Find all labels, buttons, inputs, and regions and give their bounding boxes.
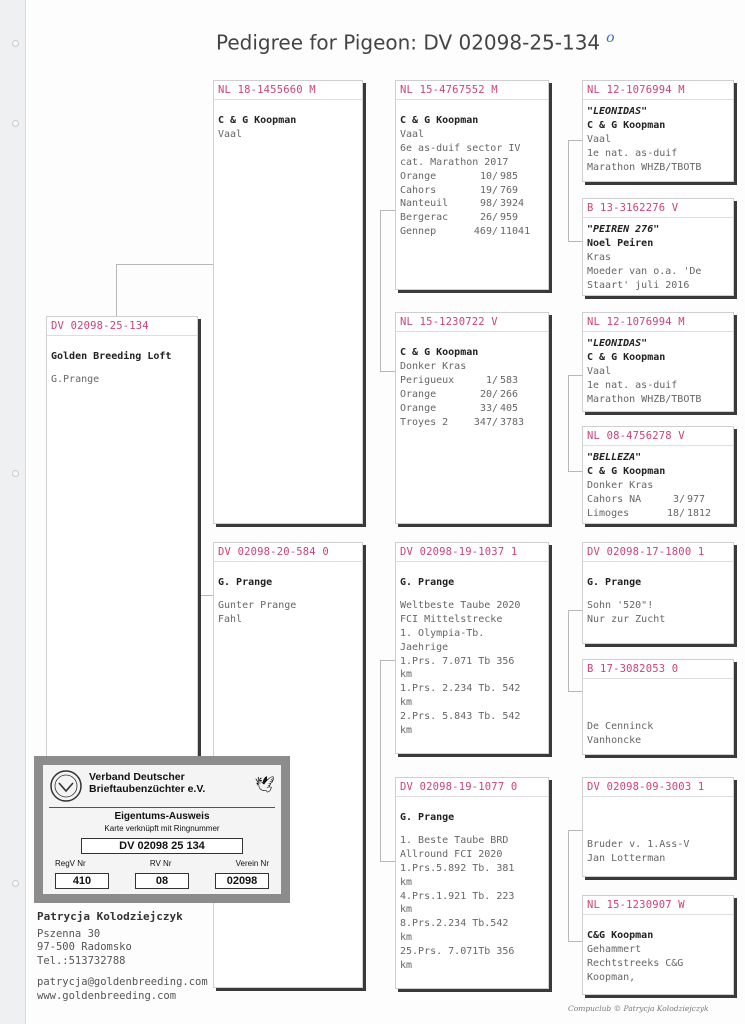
- connector: [116, 264, 215, 317]
- color: Kras: [587, 251, 612, 263]
- note: Rechtstreeks C&G: [587, 957, 684, 969]
- note: km: [400, 932, 413, 944]
- note: 1.Prs.5.892 Tb. 381: [400, 862, 515, 874]
- note: Sohn '520"!: [587, 599, 654, 611]
- address-line: Pszenna 30: [37, 927, 101, 940]
- subject-card: [46, 316, 198, 758]
- result-row: Cahors 19/ 769: [400, 184, 519, 196]
- note: 1e nat. as-duif: [587, 379, 678, 391]
- owner-name: C & G Koopman: [400, 115, 479, 126]
- color: Donker Kras: [587, 479, 654, 491]
- result-row: Gennep 469/ 11041: [400, 226, 531, 238]
- vdb-logo-icon: [49, 769, 83, 803]
- ring-number: NL 15-1230722 V: [396, 313, 548, 332]
- sss-card: [582, 80, 734, 182]
- note: 1e nat. as-duif: [587, 147, 678, 159]
- ring-number: NL 08-4756278 V: [583, 427, 733, 446]
- note: Nur zur Zucht: [587, 613, 666, 625]
- note: Moeder van o.a. 'De: [587, 265, 702, 277]
- note: Weltbeste Taube 2020: [400, 599, 521, 611]
- breeder-name: Gunter Prange: [218, 599, 297, 611]
- punch-hole: [12, 40, 19, 47]
- note: Vanhoncke: [587, 734, 642, 746]
- breeder-name: G.Prange: [51, 373, 100, 385]
- note: Jan Lotterman: [587, 852, 666, 864]
- result-row: Nanteuil 98/ 3924: [400, 198, 525, 210]
- dam-dam-card: [395, 777, 549, 989]
- ring-number: B 17-3082053 0: [583, 660, 733, 679]
- owner-name: Golden Breeding Loft: [51, 351, 172, 362]
- badge-org: Verband Deutscher Brieftaubenzüchter e.V.: [89, 771, 206, 795]
- pigeon-name: "PEIREN 276": [587, 224, 660, 235]
- owner-name: C & G Koopman: [400, 347, 479, 358]
- note: km: [400, 725, 413, 737]
- owner-name: C & G Koopman: [218, 115, 297, 126]
- owner-name: G. Prange: [218, 577, 273, 588]
- pigeon-name: "LEONIDAS": [587, 338, 648, 349]
- result-row: Orange 33/ 405: [400, 402, 519, 414]
- ownership-card: [34, 756, 290, 903]
- owner-name: G. Prange: [587, 577, 642, 588]
- owner-name: Noel Peiren: [587, 237, 654, 249]
- sire-sire-card: [395, 80, 549, 290]
- note: 1. Beste Taube BRD: [400, 834, 509, 846]
- address-line: 97-500 Radomsko: [37, 941, 132, 954]
- punch-hole: [12, 470, 19, 477]
- note: 4.Prs.1.921 Tb. 223: [400, 890, 515, 902]
- result-row: Troyes 2 347/ 3783: [400, 416, 525, 428]
- pigeon-name: "LEONIDAS": [587, 106, 648, 117]
- note: Marathon WHZB/TBOTB: [587, 393, 702, 405]
- color: Vaal: [400, 128, 425, 140]
- divider: [49, 807, 275, 808]
- owner-name: C & G Koopman: [587, 465, 666, 477]
- note: Jaehrige: [400, 641, 449, 653]
- ring-number: DV 02098-17-1800 1: [583, 543, 733, 562]
- sds-card: [582, 312, 734, 412]
- note: Staart' juli 2016: [587, 279, 690, 291]
- note: 2.Prs. 5.843 Tb. 542: [400, 711, 521, 723]
- note: De Cenninck: [587, 721, 654, 732]
- dss-card: [582, 542, 734, 644]
- note: Allround FCI 2020: [400, 848, 503, 860]
- sire-dam-card: [395, 312, 549, 524]
- connector: [568, 375, 583, 472]
- note: Gehammert: [587, 943, 642, 955]
- result-row: Bergerac 26/ 959: [400, 212, 519, 224]
- dam-sire-card: [395, 542, 549, 754]
- owner-name: C&G Koopman: [587, 930, 654, 941]
- note: 1.Prs. 2.234 Tb. 542: [400, 683, 521, 695]
- email-link[interactable]: patrycja@goldenbreeding.com: [37, 976, 208, 989]
- color: Vaal: [218, 128, 243, 140]
- badge-ring-number: DV 02098 25 134: [81, 838, 243, 854]
- sire-card: [213, 80, 363, 524]
- color: Fahl: [218, 613, 243, 625]
- phone: Tel.:513732788: [37, 954, 126, 967]
- badge-subtitle: Karte verknüpft mit Ringnummer: [104, 824, 220, 833]
- dsd-card: [582, 659, 734, 755]
- connector: [568, 610, 583, 692]
- footer-credit: Compuclub © Patrycja Kolodziejczyk: [568, 1004, 709, 1013]
- owner-name: C & G Koopman: [587, 119, 666, 131]
- owner-name: C & G Koopman: [587, 351, 666, 363]
- note: km: [400, 876, 413, 888]
- page-binding-edge: [0, 0, 26, 1024]
- ring-number: NL 15-4767552 M: [396, 81, 548, 100]
- owner-name: G. Prange: [400, 812, 455, 823]
- ring-number: DV 02098-19-1077 0: [396, 778, 548, 797]
- note: Koopman,: [587, 971, 636, 983]
- note: 8.Prs.2.234 Tb.542: [400, 918, 509, 930]
- ring-number: B 13-3162276 V: [583, 199, 733, 218]
- ring-number: DV 02098-20-584 0: [214, 543, 362, 562]
- note: Marathon WHZB/TBOTB: [587, 161, 702, 173]
- punch-hole: [12, 120, 19, 127]
- page-title: Pedigree for Pigeon: DV 02098-25-134 $^o$: [216, 30, 615, 55]
- note: 1. Olympia-Tb.: [400, 627, 485, 639]
- pigeon-icon: 🕊: [254, 777, 275, 794]
- owner-name: Patrycja Kolodziejczyk: [37, 910, 183, 923]
- ring-number: NL 15-1230907 W: [583, 896, 733, 915]
- color: Donker Kras: [400, 360, 467, 372]
- owner-name: G. Prange: [400, 577, 455, 588]
- connector: [568, 830, 583, 942]
- note: km: [400, 697, 413, 709]
- website-link[interactable]: www.goldenbreeding.com: [37, 989, 177, 1002]
- result-row: Perigueux 1/ 583: [400, 374, 519, 386]
- result-row: Limoges 18/ 1812: [587, 507, 712, 519]
- connector: [568, 140, 583, 242]
- color: Vaal: [587, 133, 612, 145]
- note: 25.Prs. 7.071Tb 356: [400, 946, 515, 958]
- ring-number: DV 02098-09-3003 1: [583, 778, 733, 797]
- note: km: [400, 904, 413, 916]
- color: Vaal: [587, 365, 612, 377]
- badge-values: 410 08 02098: [55, 873, 269, 889]
- note: Bruder v. 1.Ass-V: [587, 839, 690, 850]
- owner-address-block: [37, 910, 208, 1004]
- note: 6e as-duif sector IV: [400, 142, 521, 154]
- dds-card: [582, 777, 734, 877]
- ssd-card: [582, 198, 734, 296]
- result-row: Orange 20/ 266: [400, 388, 519, 400]
- pigeon-name: "BELLEZA": [587, 452, 642, 463]
- result-row: Cahors NA 3/ 977: [587, 493, 706, 505]
- note: km: [400, 669, 413, 681]
- note: km: [400, 960, 413, 972]
- ring-number: NL 18-1455660 M: [214, 81, 362, 100]
- badge-labels: RegV Nr RV Nr Verein Nr: [55, 859, 269, 868]
- result-row: Orange 10/ 985: [400, 170, 519, 182]
- badge-title: Eigentums-Ausweis: [114, 811, 210, 822]
- sdd-card: [582, 426, 734, 524]
- ring-number: NL 12-1076994 M: [583, 313, 733, 332]
- note: cat. Marathon 2017: [400, 156, 509, 168]
- ring-number: DV 02098-19-1037 1: [396, 543, 548, 562]
- ddd-card: [582, 895, 734, 995]
- punch-hole: [12, 880, 19, 887]
- note: 1.Prs. 7.071 Tb 356: [400, 655, 515, 667]
- ring-number: DV 02098-25-134: [47, 317, 197, 336]
- ring-number: NL 12-1076994 M: [583, 81, 733, 100]
- note: FCI Mittelstrecke: [400, 613, 503, 625]
- title-mark: o: [606, 30, 615, 46]
